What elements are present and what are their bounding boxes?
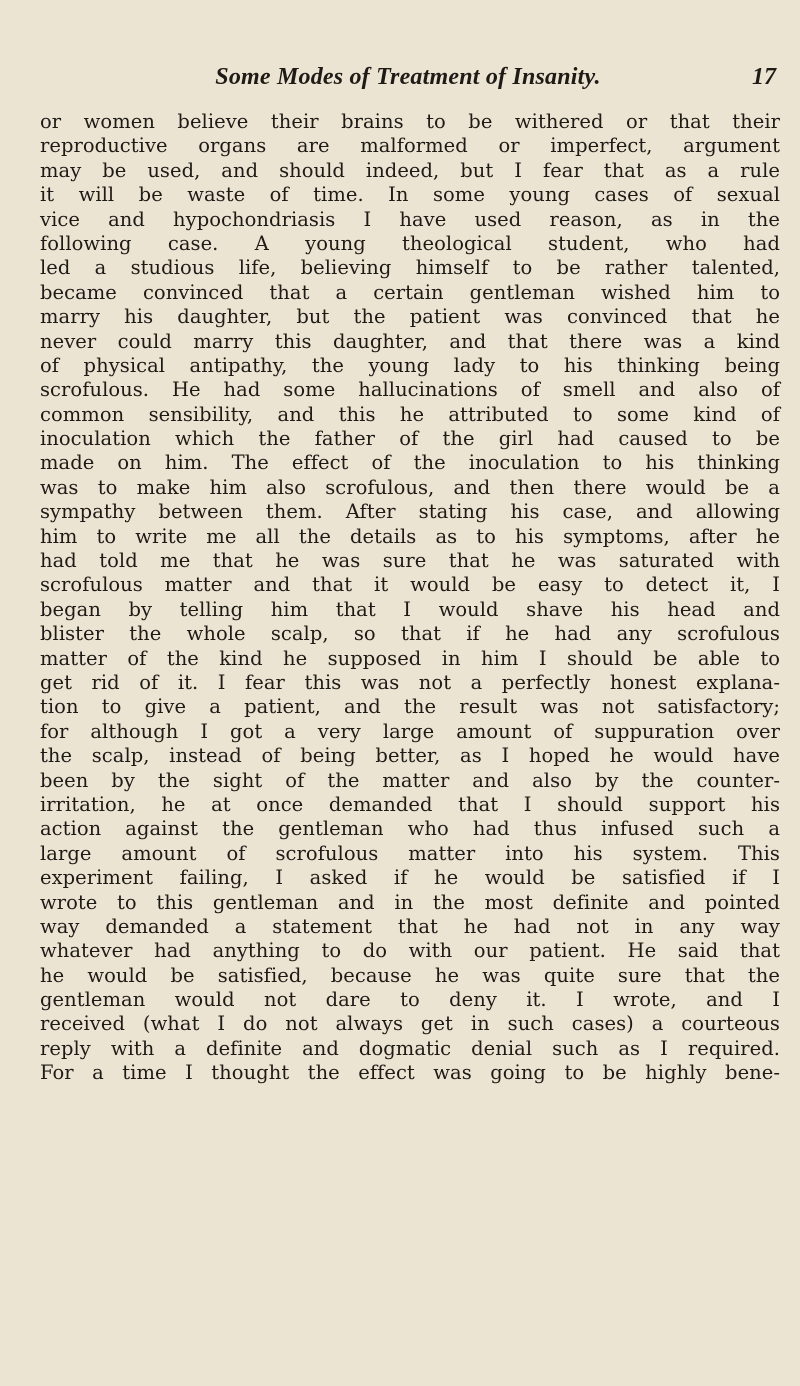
text-line: scrofulous matter and that it would be easy to detect it, I bbox=[40, 573, 780, 597]
text-line: For a time I thought the effect was going to be highly bene- bbox=[40, 1061, 780, 1085]
text-line: irritation, he at once demanded that I should support his bbox=[40, 792, 780, 816]
text-line: it will be waste of time. In some young cases of sexual bbox=[40, 183, 780, 207]
text-line: may be used, and should indeed, but I fear that as a rule bbox=[40, 158, 780, 182]
text-line: blister the whole scalp, so that if he had any scrofulous bbox=[40, 622, 780, 646]
text-line: reply with a definite and dogmatic denial such as I required. bbox=[40, 1036, 780, 1060]
text-line: been by the sight of the matter and also by the counter- bbox=[40, 768, 780, 792]
text-line: received (what I do not always get in such cases) a courteous bbox=[40, 1012, 780, 1036]
text-line: he would be satisfied, because he was quite sure that the bbox=[40, 963, 780, 987]
text-line: the scalp, instead of being better, as I hoped he would have bbox=[40, 744, 780, 768]
text-line: gentleman would not dare to deny it. I wrote, and I bbox=[40, 988, 780, 1012]
text-line: whatever had anything to do with our patient. He said that bbox=[40, 939, 780, 963]
text-line: action against the gentleman who had thus infused such a bbox=[40, 817, 780, 841]
text-line: was to make him also scrofulous, and then there would be a bbox=[40, 475, 780, 499]
text-line: of physical antipathy, the young lady to his thinking being bbox=[40, 353, 780, 377]
text-line: vice and hypochondriasis I have used reason, as in the bbox=[40, 207, 780, 231]
text-line: way demanded a statement that he had not in any way bbox=[40, 914, 780, 938]
text-line: following case. A young theological student, who had bbox=[40, 231, 780, 255]
text-line: experiment failing, I asked if he would be satisfied if I bbox=[40, 866, 780, 890]
text-line: led a studious life, believing himself to be rather talented, bbox=[40, 256, 780, 280]
text-line: him to write me all the details as to his symptoms, after he bbox=[40, 524, 780, 548]
text-line: common sensibility, and this he attributed to some kind of bbox=[40, 402, 780, 426]
text-line: made on him. The effect of the inoculation to his thinking bbox=[40, 451, 780, 475]
text-line: became convinced that a certain gentleman wished him to bbox=[40, 280, 780, 304]
text-line: scrofulous. He had some hallucinations of smell and also of bbox=[40, 378, 780, 402]
body-paragraph bbox=[40, 110, 780, 1086]
text-line: tion to give a patient, and the result was not satisfactory; bbox=[40, 695, 780, 719]
text-line: wrote to this gentleman and in the most definite and pointed bbox=[40, 890, 780, 914]
text-line: inoculation which the father of the girl had caused to be bbox=[40, 427, 780, 451]
text-line: for although I got a very large amount of suppuration over bbox=[40, 719, 780, 743]
text-line: began by telling him that I would shave his head and bbox=[40, 597, 780, 621]
text-line: get rid of it. I fear this was not a perfectly honest explana- bbox=[40, 670, 780, 694]
running-title: Some Modes of Treatment of Insanity. bbox=[215, 64, 601, 90]
text-line: sympathy between them. After stating his case, and allowing bbox=[40, 500, 780, 524]
text-line: matter of the kind he supposed in him I should be able to bbox=[40, 646, 780, 670]
text-line: had told me that he was sure that he was saturated with bbox=[40, 549, 780, 573]
text-line: or women believe their brains to be withered or that their bbox=[40, 110, 780, 133]
page-number: 17 bbox=[752, 64, 776, 90]
text-line: marry his daughter, but the patient was convinced that he bbox=[40, 305, 780, 329]
text-line: never could marry this daughter, and that there was a kind bbox=[40, 329, 780, 353]
text-line: reproductive organs are malformed or imperfect, argument bbox=[40, 134, 780, 158]
running-head bbox=[40, 64, 776, 94]
text-line: large amount of scrofulous matter into his system. This bbox=[40, 841, 780, 865]
